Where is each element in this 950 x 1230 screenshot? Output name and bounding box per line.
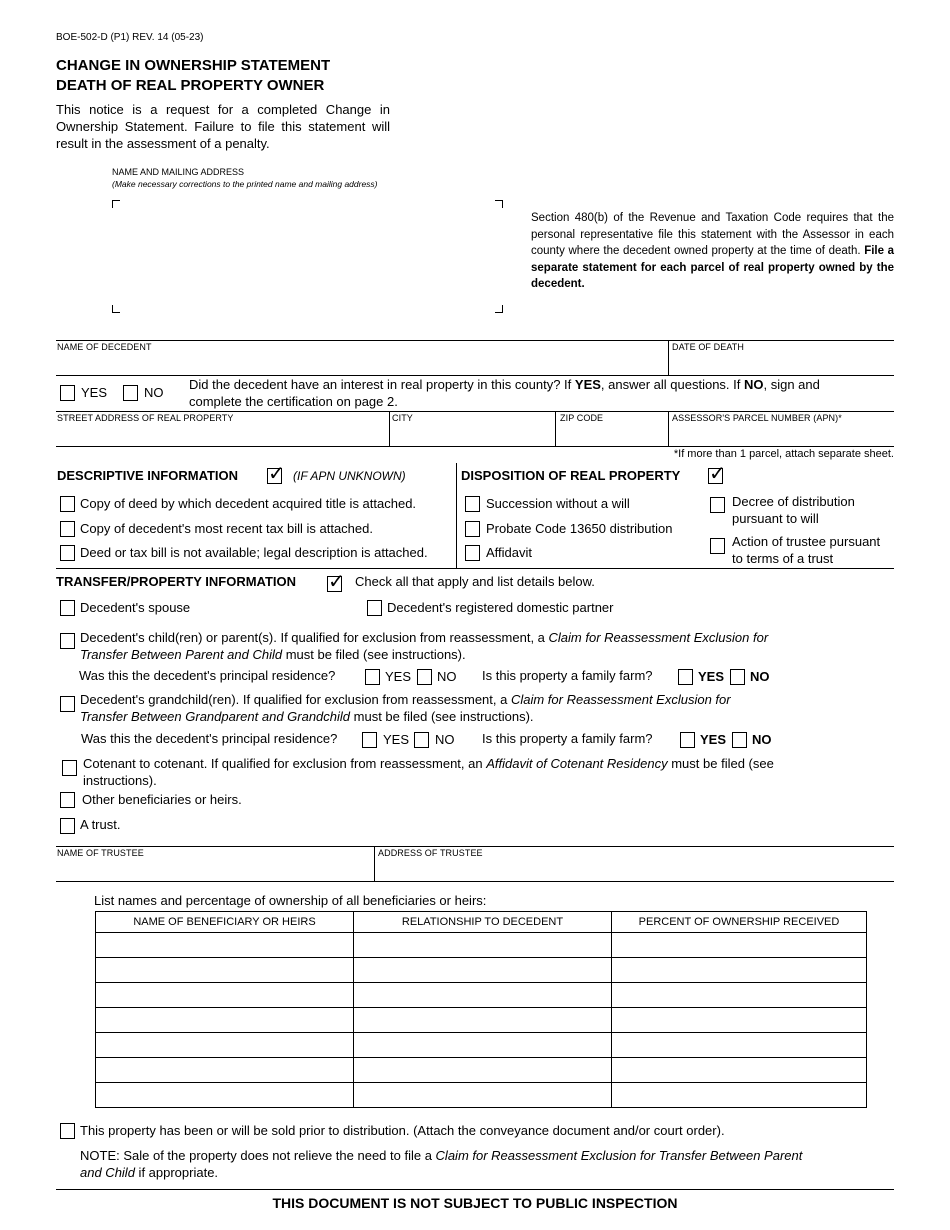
street-address-label: STREET ADDRESS OF REAL PROPERTY (57, 413, 234, 423)
public-inspection-footer: THIS DOCUMENT IS NOT SUBJECT TO PUBLIC INSPECTION (272, 1195, 678, 1211)
disposition-heading: DISPOSITION OF REAL PROPERTY (461, 468, 681, 483)
child-farm-yes-checkbox[interactable] (678, 669, 693, 685)
child-farm-yes-label: YES (698, 669, 725, 684)
spouse-checkbox[interactable] (60, 600, 75, 616)
grand-principal-no-label: NO (435, 732, 455, 747)
form-id: BOE-502-D (P1) REV. 14 (05-23) (56, 32, 204, 43)
other-beneficiaries-label: Other beneficiaries or heirs. (82, 792, 242, 807)
other-beneficiaries-checkbox[interactable] (60, 792, 75, 808)
deed-attached-checkbox[interactable] (60, 496, 75, 512)
grand-principal-question: Was this the decedent's principal residence? (81, 731, 338, 746)
grand-principal-no-checkbox[interactable] (414, 732, 429, 748)
apn-label: ASSESSOR'S PARCEL NUMBER (APN)* (672, 413, 842, 423)
beneficiary-name-cell[interactable] (96, 933, 354, 958)
table-row (96, 1033, 867, 1058)
beneficiary-name-cell[interactable] (96, 958, 354, 983)
percent-cell[interactable] (612, 1033, 867, 1058)
transfer-heading: TRANSFER/PROPERTY INFORMATION (56, 574, 297, 589)
checkmark-icon: ✓ (268, 463, 285, 485)
percent-cell[interactable] (612, 983, 867, 1008)
beneficiary-name-cell[interactable] (96, 1033, 354, 1058)
relationship-cell[interactable] (354, 1058, 612, 1083)
trustee-address-field[interactable] (376, 860, 894, 881)
child-parent-checkbox[interactable] (60, 633, 75, 649)
relationship-cell[interactable] (354, 933, 612, 958)
address-label: NAME AND MAILING ADDRESS (112, 167, 245, 177)
interest-no-label: NO (144, 385, 164, 400)
grand-farm-no-label: NO (752, 732, 772, 747)
sold-property-checkbox[interactable] (60, 1123, 75, 1139)
apn-note: *If more than 1 parcel, attach separate sheet. (673, 448, 894, 460)
interest-yes-checkbox[interactable] (60, 385, 75, 401)
cotenant-label-2: instructions). (83, 773, 157, 788)
section-480-notice: Section 480(b) of the Revenue and Taxation Code requires that the personal representative file this statement with the Assessor in each county where the decedent owned property at the time of death. File a separate statement for each parcel of real property owned by the decedent. (531, 212, 895, 290)
trust-label: A trust. (80, 817, 121, 832)
percent-cell[interactable] (612, 1008, 867, 1033)
table-row (96, 958, 867, 983)
city-label: CITY (392, 413, 413, 423)
child-principal-yes-checkbox[interactable] (365, 669, 380, 685)
interest-question: Did the decedent have an interest in real property in this county? If YES, answer all questions. If NO, sign and (189, 377, 820, 392)
succession-label: Succession without a will (486, 496, 630, 511)
legal-description-checkbox[interactable] (60, 545, 75, 561)
trust-checkbox[interactable] (60, 818, 75, 834)
decree-label-2: pursuant to will (732, 511, 819, 526)
tax-bill-checkbox[interactable] (60, 521, 75, 537)
grandchild-checkbox[interactable] (60, 696, 75, 712)
penalty-notice: This notice is a request for a completed Change in Ownership Statement. Failure to file this statement will result in the assessment of a penalty. (56, 102, 390, 151)
percent-cell[interactable] (612, 1083, 867, 1108)
domestic-partner-checkbox[interactable] (367, 600, 382, 616)
domestic-partner-label: Decedent's registered domestic partner (387, 600, 614, 615)
child-principal-no-checkbox[interactable] (417, 669, 432, 685)
grandchild-label-2: Transfer Between Grandparent and Grandchild must be filed (see instructions). (80, 709, 534, 724)
grand-farm-yes-checkbox[interactable] (680, 732, 695, 748)
date-of-death-field[interactable] (670, 354, 894, 375)
percent-cell[interactable] (612, 1058, 867, 1083)
child-principal-question: Was this the decedent's principal residence? (79, 668, 336, 683)
affidavit-checkbox[interactable] (465, 545, 480, 561)
descriptive-note: (IF APN UNKNOWN) (293, 469, 406, 483)
child-parent-label-2: Transfer Between Parent and Child must be filed (see instructions). (80, 647, 466, 662)
zip-code-label: ZIP CODE (560, 413, 604, 423)
mailing-address-area[interactable] (112, 200, 503, 313)
decree-checkbox[interactable] (710, 497, 725, 513)
beneficiary-name-cell[interactable] (96, 983, 354, 1008)
child-principal-yes-label: YES (385, 669, 412, 684)
child-farm-no-label: NO (750, 669, 770, 684)
relationship-cell[interactable] (354, 958, 612, 983)
percent-cell[interactable] (612, 958, 867, 983)
grand-farm-yes-label: YES (700, 732, 727, 747)
name-of-decedent-field[interactable] (56, 354, 668, 375)
col-name-header: NAME OF BENEFICIARY OR HEIRS (96, 912, 354, 933)
interest-yes-label: YES (81, 385, 108, 400)
tax-bill-label: Copy of decedent's most recent tax bill is attached. (80, 521, 373, 536)
table-row (96, 1058, 867, 1083)
trustee-name-field[interactable] (56, 860, 374, 881)
beneficiaries-intro: List names and percentage of ownership of all beneficiaries or heirs: (94, 893, 487, 908)
sold-property-label: This property has been or will be sold prior to distribution. (Attach the conveyance document and/or court order). (80, 1123, 725, 1138)
grandchild-label: Decedent's grandchild(ren). If qualified for exclusion from reassessment, a Claim for Reassessment Exclusion for (80, 692, 731, 707)
affidavit-label: Affidavit (486, 545, 533, 560)
trustee-action-label-2: to terms of a trust (732, 551, 834, 566)
checkmark-icon: ✓ (709, 463, 726, 485)
relationship-cell[interactable] (354, 1083, 612, 1108)
child-principal-no-label: NO (437, 669, 457, 684)
apn-field[interactable] (670, 425, 894, 446)
grand-principal-yes-checkbox[interactable] (362, 732, 377, 748)
note-line1: NOTE: Sale of the property does not relieve the need to file a Claim for Reassessment Exclusion for Transfer Between Parent (80, 1148, 803, 1163)
interest-question-line2: complete the certification on page 2. (189, 394, 398, 409)
beneficiary-name-cell[interactable] (96, 1058, 354, 1083)
table-row (96, 1083, 867, 1108)
beneficiary-name-cell[interactable] (96, 1083, 354, 1108)
child-farm-question: Is this property a family farm? (482, 668, 653, 683)
relationship-cell[interactable] (354, 983, 612, 1008)
cotenant-checkbox[interactable] (62, 760, 77, 776)
street-address-field[interactable] (56, 425, 389, 446)
trustee-action-checkbox[interactable] (710, 538, 725, 554)
legal-description-label: Deed or tax bill is not available; legal description is attached. (80, 545, 428, 560)
table-row (96, 1008, 867, 1033)
beneficiaries-table (95, 911, 867, 1108)
relationship-cell[interactable] (354, 1008, 612, 1033)
table-row (96, 983, 867, 1008)
col-relationship-header: RELATIONSHIP TO DECEDENT (354, 912, 612, 933)
col-percent-header: PERCENT OF OWNERSHIP RECEIVED (612, 912, 867, 933)
decree-label-1: Decree of distribution (732, 494, 855, 509)
relationship-cell[interactable] (354, 1033, 612, 1058)
form-title-line1: CHANGE IN OWNERSHIP STATEMENT (56, 57, 331, 74)
grand-farm-question: Is this property a family farm? (482, 731, 653, 746)
trustee-action-label-1: Action of trustee pursuant (732, 534, 881, 549)
table-row (96, 933, 867, 958)
grand-farm-no-checkbox[interactable] (732, 732, 747, 748)
checkmark-icon: ✓ (328, 571, 345, 593)
interest-no-checkbox[interactable] (123, 385, 138, 401)
address-sublabel: (Make necessary corrections to the printed name and mailing address) (112, 179, 378, 189)
city-field[interactable] (391, 425, 555, 446)
form-title-line2: DEATH OF REAL PROPERTY OWNER (56, 77, 325, 94)
probate-checkbox[interactable] (465, 521, 480, 537)
spouse-label: Decedent's spouse (80, 600, 191, 615)
percent-cell[interactable] (612, 933, 867, 958)
trustee-address-label: ADDRESS OF TRUSTEE (378, 848, 483, 858)
name-of-decedent-label: NAME OF DECEDENT (57, 342, 152, 352)
date-of-death-label: DATE OF DEATH (672, 342, 744, 352)
beneficiary-name-cell[interactable] (96, 1008, 354, 1033)
grand-principal-yes-label: YES (383, 732, 410, 747)
note-line2: and Child if appropriate. (80, 1165, 219, 1180)
probate-label: Probate Code 13650 distribution (486, 521, 673, 536)
trustee-name-label: NAME OF TRUSTEE (57, 848, 144, 858)
deed-attached-label: Copy of deed by which decedent acquired title is attached. (80, 496, 417, 511)
child-farm-no-checkbox[interactable] (730, 669, 745, 685)
child-parent-label: Decedent's child(ren) or parent(s). If qualified for exclusion from reassessment, a Claim for Reassessment Exclusion for (80, 630, 769, 645)
zip-code-field[interactable] (557, 425, 668, 446)
cotenant-label: Cotenant to cotenant. If qualified for exclusion from reassessment, an Affidavit of Cotenant Residency must be filed (see (83, 756, 774, 771)
descriptive-heading: DESCRIPTIVE INFORMATION (57, 468, 239, 483)
succession-checkbox[interactable] (465, 496, 480, 512)
transfer-note: Check all that apply and list details below. (355, 574, 595, 589)
